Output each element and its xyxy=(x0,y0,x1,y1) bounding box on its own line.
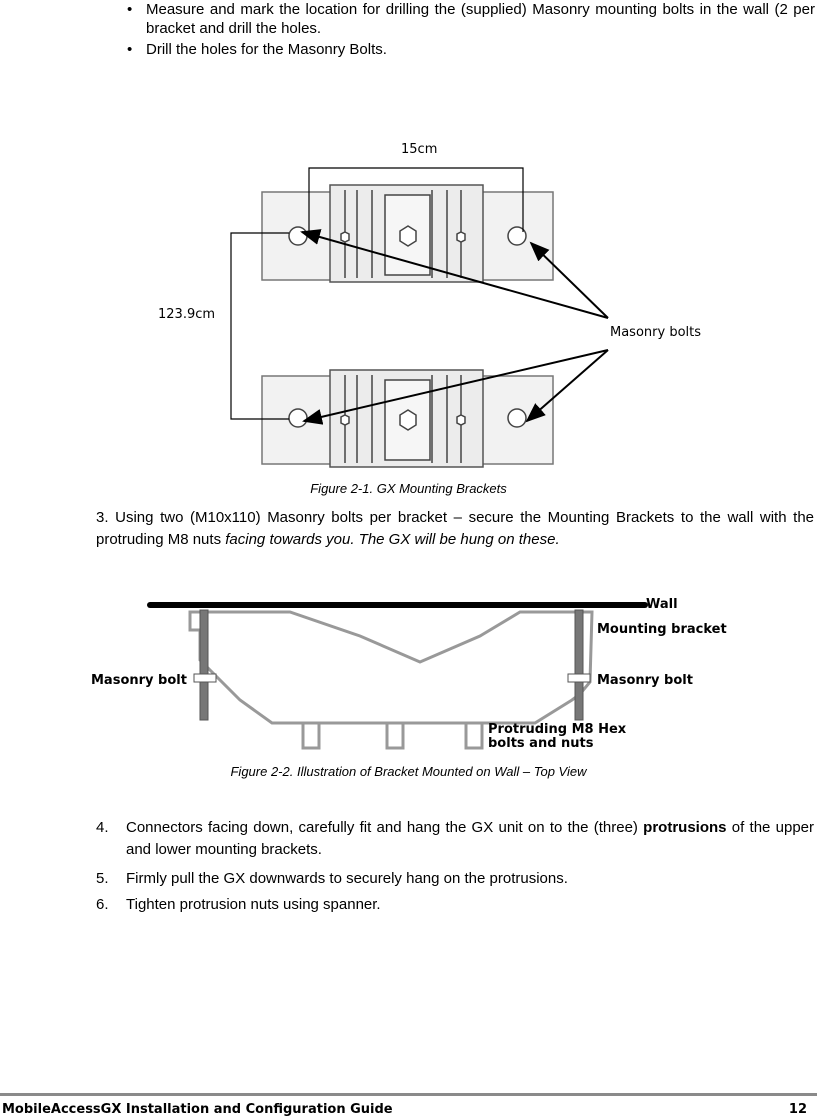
protrusion-stubs xyxy=(303,723,482,748)
step-4-text-after: of the upper and lower mounting brackets. xyxy=(126,819,815,858)
page-number: 12 xyxy=(788,1102,807,1117)
masonry-bolt-right xyxy=(568,610,590,720)
lower-bracket xyxy=(262,370,553,467)
bullet-dot-icon: • xyxy=(127,41,133,58)
masonry-bolt-left-label: Masonry bolt xyxy=(91,673,187,688)
bullet-text: Drill the holes for the Masonry Bolts. xyxy=(146,41,387,58)
step-number: 5. xyxy=(96,870,109,887)
step-6 xyxy=(96,894,814,916)
wall-label: Wall xyxy=(646,597,678,612)
masonry-bolt-left xyxy=(194,610,216,720)
figure-1-caption: Figure 2-1. GX Mounting Brackets xyxy=(310,481,507,496)
step-4-bold-text: protrusions xyxy=(643,819,727,836)
protruding-bolts-label-line2: bolts and nuts xyxy=(488,736,594,751)
step-3-italic-text: facing towards you. The GX will be hung on these. xyxy=(225,531,560,548)
protruding-bolts-label-line1: Protruding M8 Hex xyxy=(488,722,627,737)
bolts-label: Masonry bolts xyxy=(610,325,702,340)
step-3-text: Using two (M10x110) Masonry bolts per bracket – secure the Mounting Brackets to the wall with the protruding M8 nuts xyxy=(96,509,815,548)
step-3 xyxy=(96,507,814,551)
height-label: 123.9cm xyxy=(158,307,216,322)
bullet-text: Measure and mark the location for drilling the (supplied) Masonry mounting bolts in the wall (2 per bracket and drill the holes. xyxy=(146,1,815,37)
masonry-bolt-right-label: Masonry bolt xyxy=(597,673,693,688)
step-number: 3. xyxy=(96,509,109,526)
footer-divider xyxy=(0,1093,817,1096)
protruding-bolts-label xyxy=(488,723,626,751)
step-5-text: Firmly pull the GX downwards to securely hang on the protrusions. xyxy=(126,870,568,887)
figure-2-caption: Figure 2-2. Illustration of Bracket Mounted on Wall – Top View xyxy=(230,764,587,779)
step-5 xyxy=(96,868,814,890)
bullet-dot-icon: • xyxy=(127,1,133,18)
step-number: 4. xyxy=(96,819,109,836)
step-4 xyxy=(96,817,814,861)
figure-mounting-brackets xyxy=(0,0,817,480)
step-number: 6. xyxy=(96,896,109,913)
step-6-text: Tighten protrusion nuts using spanner. xyxy=(126,896,381,913)
bracket-outline xyxy=(190,612,592,723)
footer-title: MobileAccessGX Installation and Configuration Guide xyxy=(2,1102,393,1117)
width-label: 15cm xyxy=(401,142,438,157)
mounting-bracket-label: Mounting bracket xyxy=(597,622,727,637)
step-4-text-before: Connectors facing down, carefully fit and hang the GX unit on to the (three) xyxy=(126,819,638,836)
